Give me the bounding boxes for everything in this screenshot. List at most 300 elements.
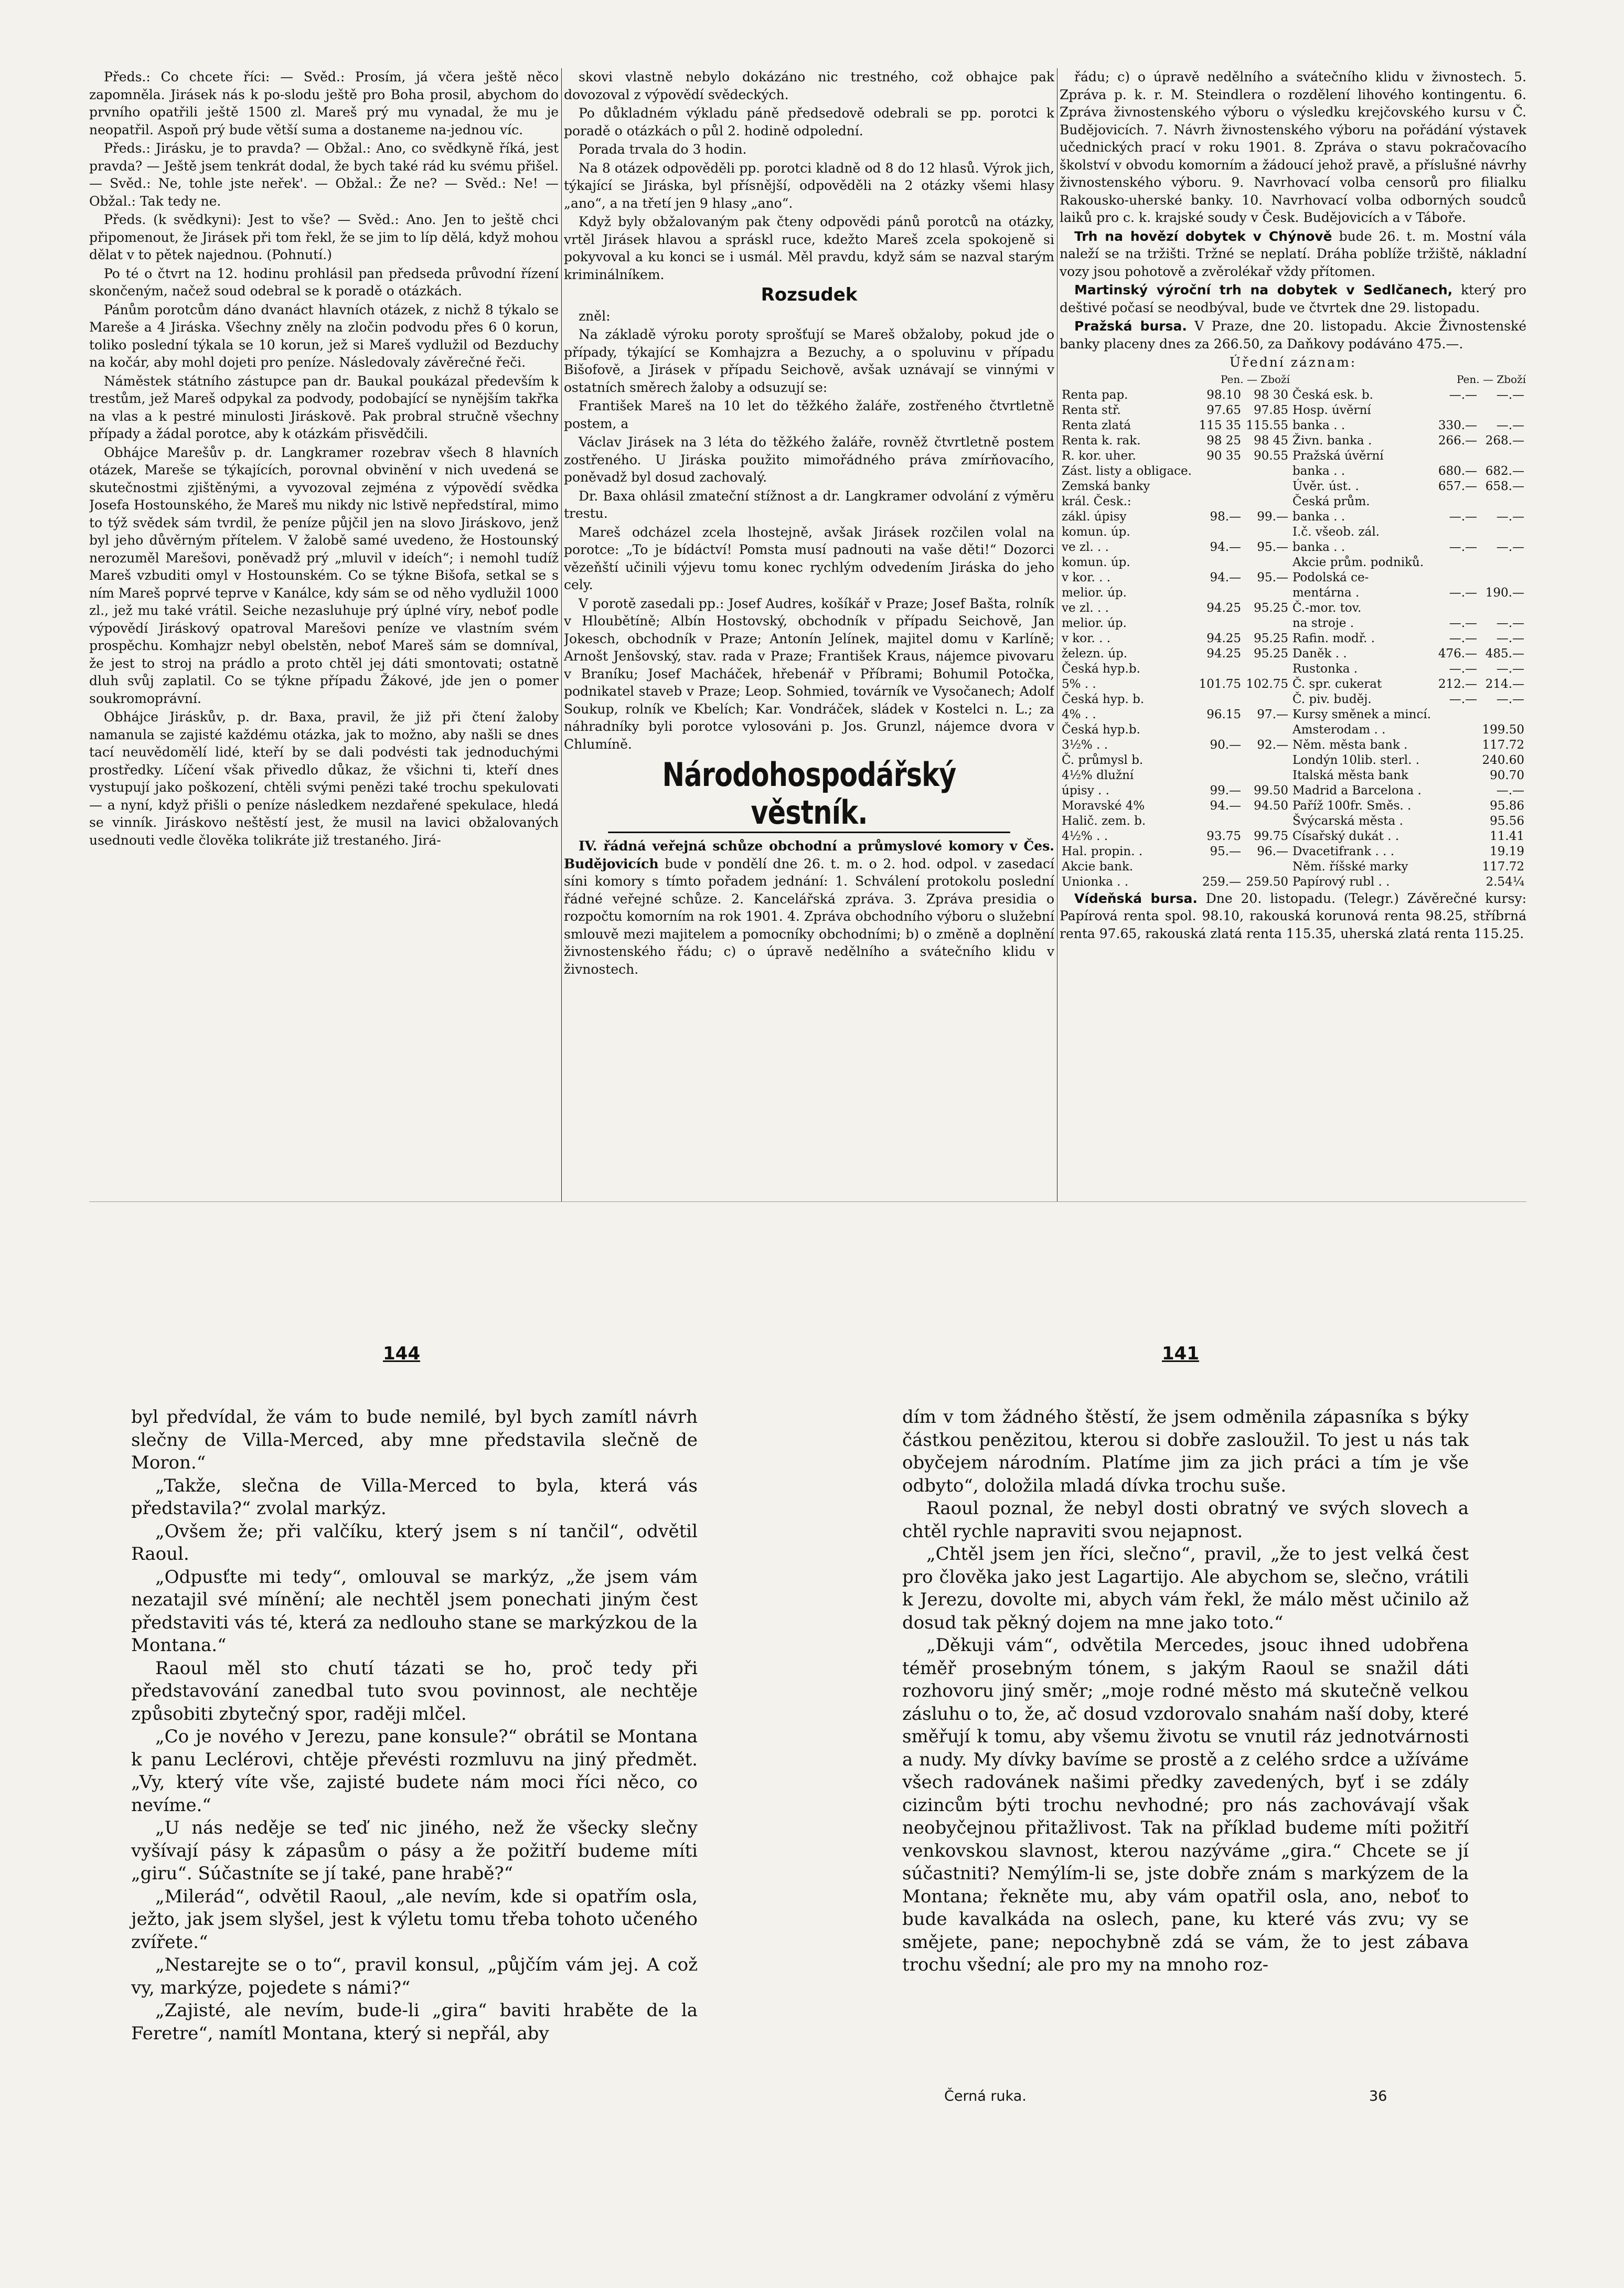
quotes-cell: 90.55 bbox=[1254, 449, 1288, 463]
quotes-cell: banka . . bbox=[1292, 464, 1345, 478]
quotes-cell: 98.— bbox=[1210, 509, 1242, 524]
quotes-cell: 102.75 bbox=[1246, 677, 1288, 691]
quotes-cell: 658.— bbox=[1485, 479, 1524, 493]
paragraph: Dr. Baxa ohlásil zmateční stížnost a dr. Langkramer odvolání z výměru trestu. bbox=[564, 488, 1054, 521]
paragraph: Mareš odcházel zcela lhostejně, avšak Jirásek rozčilen volal na porotce: „To je bídáctví! Pomsta musí padnouti na vaše děti!“ Dozorci vězeňští učinili výjevu tomu konec rychlým odvedením Jiráska do jeho cely. bbox=[564, 524, 1054, 592]
quotes-cell bbox=[1435, 570, 1479, 586]
quotes-cell bbox=[1435, 601, 1479, 616]
quotes-cell: 93.75 bbox=[1206, 829, 1242, 843]
quotes-cell: 97.65 bbox=[1206, 403, 1242, 417]
quotes-cell: 97.85 bbox=[1254, 403, 1288, 417]
quotes-cell bbox=[1479, 601, 1526, 616]
page-number-left: 144 bbox=[383, 1343, 420, 1364]
quotes-cell bbox=[1479, 494, 1526, 509]
quotes-row bbox=[1060, 859, 1526, 875]
quotes-cell: 5% . . bbox=[1062, 677, 1096, 691]
quotes-cell bbox=[1479, 555, 1526, 570]
quotes-cell: —.— bbox=[1449, 692, 1478, 706]
quotes-cell: Podolská ce- bbox=[1292, 570, 1369, 584]
quotes-cell: 115 35 bbox=[1199, 418, 1242, 432]
quotes-cell: 4% . . bbox=[1062, 707, 1096, 721]
quotes-cell: 4½% dlužní bbox=[1062, 768, 1134, 782]
quotes-cell: 117.72 bbox=[1482, 738, 1524, 752]
quotes-row bbox=[1060, 433, 1526, 449]
quotes-cell: 19.19 bbox=[1490, 844, 1524, 858]
paragraph: Obhájce Marešův p. dr. Langkramer rozebrav všech 8 hlavních otázek, Mareše se týkajících, porovnal obvinění v nich uvedená se skutečnostmi zjištěnými, a vyvozoval zejména z výpovědí svědka Josefa Hostounského, že Mareš mu nikdy nic lstivě nepředstíral, mimo to týž svědek sám tvrdil, že peníze půjčil jen na slovo Jiráskovo, jenž byl jeho důvěrným přítelem. V žalobě samé uvedeno, že Hostounský nerozuměl Marešovi, poněvadž prý „mluvil v ideích“; i nemohl tudíž Mareš vzbuditi omyl v Hostounském. Co se týkne Bišofa, setkal se s ním Mareš poprvé teprve v Kanálce, kdy sám se od něho vydlužil 1000 zl., jež mu také vrátil. Seiche nezasluhuje prý úplné víry, neboť podle výpovědí Jiráskový opatroval Marešovi peníze ve vlastním svém prospěchu. Komhajzr nebyl obelstěn, neboť Mareš sám se domníval, že jest to stroj na prádlo a proto chtěl jej dáti smontovati; ostatně dluh svůj zaplatil. Co se týkne případu Žákové, jde jen o pomer soukromoprávní. bbox=[89, 444, 559, 706]
quotes-cell: 657.— bbox=[1438, 479, 1478, 493]
paragraph: „Odpusťte mi tedy“, omlouval se markýz, „že jsem vám nezatajil své mínění; ale nechtěl jsem ponechati jiným čest představiti vás té, která za nedlouho stane se markýzkou de la Montana.“ bbox=[131, 1566, 698, 1656]
quotes-cell bbox=[1243, 464, 1290, 479]
column-markets bbox=[1060, 68, 1526, 1249]
quotes-cell: —.— bbox=[1449, 540, 1478, 554]
quotes-cell: —.— bbox=[1496, 616, 1524, 630]
quotes-table bbox=[1060, 371, 1526, 890]
quotes-cell: Unionka . . bbox=[1062, 875, 1129, 889]
quotes-cell bbox=[1243, 692, 1290, 707]
quotes-cell bbox=[1243, 859, 1290, 875]
quotes-cell: Rustonka . bbox=[1292, 662, 1358, 676]
quotes-cell: Švýcarská města . bbox=[1292, 814, 1403, 828]
quotes-cell bbox=[1479, 707, 1526, 722]
quotes-cell: 214.— bbox=[1485, 677, 1524, 691]
quotes-cell: Hal. propin. . bbox=[1062, 844, 1143, 858]
quotes-cell bbox=[1435, 494, 1479, 509]
upper-newspaper-section bbox=[89, 68, 1526, 1249]
paragraph: dím v tom žádného štěstí, že jsem odměnila zápasníka s býky částkou penězitou, kterou si dobře zasloužil. To jest u nás tak obyčejem národním. Platíme jim za jich práci a tím je vše odbyto“, doložila mladá dívka trochu suše. bbox=[902, 1407, 1469, 1496]
paragraph: Raoul poznal, že nebyl dosti obratný ve svých slovech a chtěl rychle napraviti svou nejapnost. bbox=[902, 1498, 1469, 1542]
quotes-cell: 98.10 bbox=[1206, 388, 1242, 402]
paragraph: „Co je nového v Jerezu, pane konsule?“ obrátil se Montana k panu Leclérovi, chtěje převésti rozmluvu na jiný předmět. „Vy, který víte vše, zajisté budete nám moci říci něco, co nevíme.“ bbox=[131, 1726, 698, 1816]
quotes-cell: 94.— bbox=[1210, 799, 1242, 813]
quotes-row bbox=[1060, 525, 1526, 540]
quotes-cell: v kor. . . bbox=[1062, 631, 1111, 645]
quotes-row bbox=[1060, 418, 1526, 433]
quotes-cell: 485.— bbox=[1485, 646, 1524, 661]
quotes-cell: 97.— bbox=[1257, 707, 1288, 721]
quotes-row bbox=[1060, 738, 1526, 753]
quotes-cell: —.— bbox=[1449, 616, 1478, 630]
paragraph: Raoul měl sto chutí tázati se ho, proč tedy při představování zanedbal tuto svou povinnost, ale nechtěje způsobiti zbytečný spor, raději mlčel. bbox=[131, 1657, 698, 1725]
quotes-cell: 94.25 bbox=[1206, 601, 1242, 615]
quotes-cell: 98 30 bbox=[1254, 388, 1288, 402]
quotes-cell: 99.— bbox=[1257, 509, 1288, 524]
quotes-cell bbox=[1243, 753, 1290, 768]
quotes-cell: Č. piv. buděj. bbox=[1292, 692, 1372, 706]
paragraph: „Ovšem že; při valčíku, který jsem s ní tančil“, odvětil Raoul. bbox=[131, 1520, 698, 1565]
quotes-cell: Italská města bank bbox=[1292, 768, 1408, 782]
quotes-cell: 90.— bbox=[1210, 738, 1242, 752]
paragraph: Na základě výroku poroty sprošťují se Mareš obžaloby, pokud jde o případy, týkající se Komhajzra a Bezuchy, a o spoluvinu v případu Bišofově, a Jirásek v případu Seichově, avšak uznávají se vinnými v ostatních směrech žaloby a odsuzují se: bbox=[564, 327, 1054, 395]
quotes-row bbox=[1060, 601, 1526, 616]
quotes-cell: v kor. . . bbox=[1062, 570, 1111, 584]
quotes-cell: 90.70 bbox=[1490, 768, 1524, 782]
quotes-cell: 98 45 bbox=[1254, 433, 1288, 448]
paragraph: řádu; c) o úpravě nedělního a svátečního klidu v živnostech. 5. Zpráva p. k. r. M. Steindlera o rozdělení lihového kontingentu. 6. Zpráva živnostenského výboru o výsledku krejčovského kursu v Č. Budějovicích. 7. Návrh živnostenského výboru na pořádání výstavek učednických prací v roku 1901. 8. Zpráva o stavu pokračovacího školství v obvodu komorním a žádoucí jehož pravě, a příslušné návrhy živnostenského výboru. 9. Navrhovací volba censorů pro filialku Rakousko-uherské banky. 10. Navrhovací volba odborných soudců laiků pro c. k. krajské soudy v Česk. Budějovicích a v Táboře. bbox=[1060, 69, 1526, 225]
quotes-row bbox=[1060, 570, 1526, 586]
quotes-header-row bbox=[1060, 371, 1526, 388]
quotes-row bbox=[1060, 631, 1526, 646]
quotes-cell: Dvacetifrank . . . bbox=[1292, 844, 1395, 858]
quotes-cell bbox=[1196, 662, 1243, 677]
footer-sheet-number: 36 bbox=[1369, 2088, 1387, 2104]
column-rule bbox=[561, 68, 562, 1201]
quotes-cell bbox=[1435, 449, 1479, 464]
chamber-text: bude v pondělí dne 26. t. m. o 2. hod. odpol. v zasedací síni komory s tímto pořadem jednání: 1. Schválení protokolu poslední řádné veřejné schůze. 2. Kancelářská zpráva. 3. Zpráva presidia o rozpočtu komorním na rok 1901. 4. Zpráva obchodního výboru o služební smlouvě mezi majitelem a pomocníky obchodními; b) o změně a doplnění živnostenského řádu; c) o úpravě nedělního a svátečního klidu v živnostech. bbox=[564, 856, 1054, 977]
paragraph bbox=[1060, 228, 1526, 281]
paragraph bbox=[1060, 281, 1526, 316]
quotes-cell bbox=[1243, 494, 1290, 509]
quotes-cell: ve zl. . . bbox=[1062, 540, 1109, 554]
prague-bourse-text: V Praze, dne 20. listopadu. Akcie Živnostenské banky placeny dnes za 266.50, za Daňkovy podáváno 475.—. bbox=[1060, 318, 1526, 352]
quotes-cell bbox=[1435, 768, 1479, 783]
quotes-cell bbox=[1196, 722, 1243, 738]
verdict-heading: Rozsudek bbox=[761, 284, 858, 305]
paragraph bbox=[1060, 890, 1526, 943]
quotes-cell: Česká hyp. b. bbox=[1062, 692, 1145, 706]
quotes-cell: Č.-mor. tov. bbox=[1292, 601, 1362, 615]
quotes-cell bbox=[1435, 783, 1479, 799]
quotes-cell: 94.25 bbox=[1206, 646, 1242, 661]
quotes-row bbox=[1060, 829, 1526, 844]
quotes-row bbox=[1060, 814, 1526, 829]
quotes-cell: Úvěr. úst. . bbox=[1292, 479, 1359, 493]
paragraph: Předs.: Jirásku, je to pravda? — Obžal.: Ano, co svědkyně říká, jest pravda? — Ještě jsem tenkrát dodal, že bych také rád ku svému přišel. — Svěd.: Ne, tohle jste neřek'. — Obžal.: Že ne? — Svěd.: Ne! — Obžal.: Tak tedy ne. bbox=[89, 141, 559, 209]
paragraph bbox=[564, 837, 1054, 978]
quotes-cell: —.— bbox=[1496, 631, 1524, 645]
quotes-row bbox=[1060, 768, 1526, 783]
paragraph: Předs. (k svědkyni): Jest to vše? — Svěd.: Ano. Jen to ještě chci připomenout, že Jirásek při tom řekl, že se jim to líp dělá, když mohou dělat v to pětek najednou. (Pohnutí.) bbox=[89, 212, 559, 262]
quotes-cell: Londýn 10lib. sterl. . bbox=[1292, 753, 1420, 767]
quotes-cell: 2.54¼ bbox=[1486, 875, 1524, 889]
quotes-cell bbox=[1196, 692, 1243, 707]
vienna-bourse-heading: Vídeňská bursa. bbox=[1074, 890, 1198, 906]
paragraph: „Děkuji vám“, odvětila Mercedes, jsouc ihned udobřena téměř prosebným tónem, s jakým Raoul se snažil dáti rozhovoru jiný směr; „moje rodné město má skutečně velkou zásluhu o to, že, ač dosud vzdorovalo snahám naší doby, které směřují k tomu, aby všemu životu se vnutil ráz jednotvárnosti a nudy. My dívky bavíme se prostě a z celého srdce a užíváme všech radovánek našimi předky zavedených, byť i se zdály cizincům býti trochu nevhodné; pro nás zachovávají však neobyčejnou přitažlivost. Tak na příklad budeme míti požitří venkovskou slavnost, kterou nazýváme „gira.“ Chcete se jí súčastniti? Nemýlím-li se, jste dobře znám s markýzem de la Montana; řekněte mu, aby vám opatřil osla, ano, neboť to bude kavalkáda na oslech, pane, ku které vás zvu; vy se smějete, pane; nepochybně zdá se vám, že to jest zábava trochu všední; ale pro my na mnoho roz- bbox=[902, 1635, 1469, 1975]
quotes-cell: 96.15 bbox=[1206, 707, 1242, 721]
paragraph: „Nestarejte se o to“, pravil konsul, „půjčím vám jej. A což vy, markýze, pojedete s námi?“ bbox=[131, 1954, 698, 1998]
quotes-row bbox=[1060, 875, 1526, 890]
quotes-cell: Živn. banka . bbox=[1292, 433, 1372, 448]
quotes-cell bbox=[1435, 525, 1479, 540]
quotes-cell: 94.— bbox=[1210, 540, 1242, 554]
quotes-cell: —.— bbox=[1449, 662, 1478, 676]
quotes-cell bbox=[1479, 403, 1526, 418]
quotes-cell: 212.— bbox=[1438, 677, 1478, 691]
paragraph: Když byly obžalovaným pak čteny odpovědi pánů porotců na otázky, vrtěl Jirásek hlavou a spráskl ruce, kdežto Mareš zcela spokojeně si pokyvoval a ku konci se i usmál. Měl pravdu, když sám se nazval starým kriminálníkem. bbox=[564, 214, 1054, 282]
quotes-cell: Renta k. rak. bbox=[1062, 433, 1141, 448]
martin-market-heading: Martinský výroční trh na dobytek v Sedlčanech, bbox=[1074, 282, 1453, 297]
quotes-cell: Akcie bank. bbox=[1062, 859, 1134, 874]
quotes-cell bbox=[1243, 479, 1290, 494]
quotes-cell: 98 25 bbox=[1206, 433, 1242, 448]
quotes-row bbox=[1060, 540, 1526, 555]
paragraph: skovi vlastně nebylo dokázáno nic trestného, což obhajce pak dovozoval z výpovědí svědeckých. bbox=[564, 69, 1054, 102]
column-header: Pen. — Zboží bbox=[1220, 373, 1290, 386]
column-header: Pen. — Zboží bbox=[1456, 373, 1526, 386]
quotes-cell: —.— bbox=[1496, 692, 1524, 706]
quotes-cell bbox=[1435, 799, 1479, 814]
paragraph: „Milerád“, odvětil Raoul, „ale nevím, kde si opatřím osla, ježto, jak jsem slyšel, jest k výletu tomu třeba tohoto učeného zvířete.“ bbox=[131, 1886, 698, 1953]
quotes-cell: Madrid a Barcelona . bbox=[1292, 783, 1422, 797]
quotes-row bbox=[1060, 555, 1526, 570]
chamber-heading: IV. řádná veřejná schůze obchodní a průmyslové komory v Čes. Budějovicích bbox=[564, 838, 1054, 871]
quotes-cell bbox=[1435, 859, 1479, 875]
quotes-cell: Renta zlatá bbox=[1062, 418, 1131, 432]
quotes-cell: 95.— bbox=[1210, 844, 1242, 858]
quotes-cell: banka . . bbox=[1292, 418, 1345, 432]
novel-page-left bbox=[131, 1406, 698, 2045]
quotes-cell: 96.— bbox=[1257, 844, 1288, 858]
quotes-row bbox=[1060, 616, 1526, 631]
quotes-cell bbox=[1243, 525, 1290, 540]
quotes-cell bbox=[1196, 616, 1243, 631]
paragraph: Porada trvala do 3 hodin. bbox=[579, 142, 747, 157]
paragraph: V porotě zasedali pp.: Josef Audres, košíkář v Praze; Josef Bašta, rolník v Hloubětíně; Albín Hostovský, obchodník v případu Seichově, Jan Jokesch, obchodník v Praze; Antonín Jelínek, majitel domu v Karlíně; Arnošt Jenšovský, stav. rada v Praze; František Kraus, nájemce pivovaru v Braníku; Josef Macháček, hřebenář v Příbrami; Bohumil Potočka, podnikatel staveb v Praze; Leop. Sohmied, továrník ve Vysočanech; Adolf Soukup, rolník ve Kbelích; Kar. Vondráček, sládek v Kostelci n. L.; za náhradníky byli porotce vylosováni p. Jos. Grunzl, nájemce dvora v Chlumíně. bbox=[564, 595, 1054, 752]
quotes-cell: 680.— bbox=[1438, 464, 1478, 478]
quotes-cell bbox=[1479, 570, 1526, 586]
martin-market-text: který pro deštivé počasí se neodbýval, bude ve čtvrtek dne 29. listopadu. bbox=[1060, 282, 1526, 315]
footer-title: Černá ruka. bbox=[944, 2088, 1027, 2104]
quotes-cell: banka . . bbox=[1292, 540, 1345, 554]
quotes-cell: 94.25 bbox=[1206, 631, 1242, 645]
quotes-cell: Česká hyp.b. bbox=[1062, 662, 1140, 676]
quotes-cell bbox=[1243, 586, 1290, 601]
paragraph: zněl: bbox=[579, 308, 611, 324]
quotes-body bbox=[1060, 388, 1526, 890]
quotes-cell bbox=[1196, 494, 1243, 509]
quotes-cell: Císařský dukát . . bbox=[1292, 829, 1399, 843]
paragraph: Obhájce Jiráskův, p. dr. Baxa, pravil, že již při čtení žaloby namanula se zajisté každému otázka, jak to možno, aby našli se dnes tací neuvědomělí lidé, kteří by se dali podvésti tak jednoduchými prostředky. Líčení však přivedlo důkaz, že všichni ti, kteří dnes vystupují jako poškození, chtěli svými penězi také trochu spekulovati — a nyní, když přišli o peníze následkem nezdařené spekulace, hledá se vinník. Jiráskovo neštěstí jest, že musil na lavici obžalovaných usednouti vedle člověka tolikráte již trestaného. Jirá- bbox=[89, 709, 559, 848]
page-number-right: 141 bbox=[1162, 1343, 1199, 1364]
quotes-cell bbox=[1435, 814, 1479, 829]
paragraph: „Zajisté, ale nevím, bude-li „gira“ baviti hraběte de la Feretre“, namítl Montana, který si nepřál, aby bbox=[131, 2000, 698, 2044]
quotes-cell: banka . . bbox=[1292, 509, 1345, 524]
paragraph: byl předvídal, že vám to bude nemilé, byl bych zamítl návrh slečny de Villa-Merced, aby mne představila slečně de Moron.“ bbox=[131, 1407, 698, 1473]
quotes-cell bbox=[1196, 859, 1243, 875]
quotes-cell bbox=[1243, 555, 1290, 570]
cattle-market-heading: Trh na hovězí dobytek v Chýnově bbox=[1074, 228, 1332, 244]
quotes-cell bbox=[1435, 844, 1479, 859]
quotes-cell: Paříž 100fr. Směs. . bbox=[1292, 799, 1412, 813]
vienna-bourse-text: Dne 20. listopadu. (Telegr.) Závěrečné kursy: Papírová renta spol. 98.10, rakouská korunová renta 98.25, stříbrná renta 97.65, rakouská zlatá renta 115.35, uherská zlatá renta 115.25. bbox=[1060, 890, 1526, 941]
quotes-cell: Něm. říšské marky bbox=[1292, 859, 1408, 874]
quotes-cell bbox=[1196, 479, 1243, 494]
paragraph: Václav Jirásek na 3 léta do těžkého žaláře, rovněž čtvrtletně postem zostřeného. U Jiráska použito mimořádného práva zmírňovacího, poněvadž byl dosud zachovalý. bbox=[564, 434, 1054, 485]
quotes-cell bbox=[1435, 722, 1479, 738]
quotes-cell: Renta stř. bbox=[1062, 403, 1121, 417]
quotes-cell bbox=[1435, 403, 1479, 418]
quotes-row bbox=[1060, 464, 1526, 479]
paragraph: Náměstek státního zástupce pan dr. Baukal poukázal především k trestům, jež Mareš odpykal za podvody, podobající se nynějším takřka na vlas a k pestré minulosti Jiráskově. Pak probral stručně všechny případy a žádal porotce, aby k otázkám přisvědčili. bbox=[89, 373, 559, 441]
quotes-cell: Moravské 4% bbox=[1062, 799, 1145, 813]
quotes-cell: 3½% . . bbox=[1062, 738, 1108, 752]
quotes-cell: 90 35 bbox=[1206, 449, 1242, 463]
quotes-cell bbox=[1435, 738, 1479, 753]
quotes-cell bbox=[1243, 814, 1290, 829]
quotes-cell: Kursy směnek a mincí. bbox=[1292, 707, 1431, 721]
quotes-cell bbox=[1435, 753, 1479, 768]
quotes-row bbox=[1060, 388, 1526, 403]
quotes-cell: 92.— bbox=[1257, 738, 1288, 752]
quotes-cell bbox=[1196, 814, 1243, 829]
quotes-cell: Česká hyp.b. bbox=[1062, 722, 1140, 737]
quotes-cell: —.— bbox=[1496, 783, 1524, 797]
quotes-cell: Česká prům. bbox=[1292, 494, 1370, 508]
quotes-cell: 117.72 bbox=[1482, 859, 1524, 874]
prague-bourse-heading: Pražská bursa. bbox=[1074, 318, 1187, 334]
quotes-cell: Daněk . . bbox=[1292, 646, 1347, 661]
quotes-cell bbox=[1196, 464, 1243, 479]
quotes-cell: Zást. listy a obligace. bbox=[1062, 464, 1192, 478]
quotes-row bbox=[1060, 662, 1526, 677]
quotes-cell: 268.— bbox=[1485, 433, 1524, 448]
quotes-row bbox=[1060, 677, 1526, 692]
quotes-row bbox=[1060, 479, 1526, 494]
quotes-cell: 95.25 bbox=[1254, 601, 1288, 615]
official-quotes-label: Úřední záznam: bbox=[1229, 355, 1357, 370]
quotes-cell: na stroje . bbox=[1292, 616, 1354, 630]
quotes-row bbox=[1060, 722, 1526, 738]
quotes-cell: 259.50 bbox=[1246, 875, 1288, 889]
quotes-cell: král. Česk.: bbox=[1062, 494, 1131, 508]
quotes-cell bbox=[1243, 768, 1290, 783]
quotes-cell: komun. úp. bbox=[1062, 555, 1130, 569]
quotes-cell: —.— bbox=[1496, 509, 1524, 524]
economic-section-title: Národohospodářský věstník. bbox=[608, 756, 1010, 833]
quotes-cell: —.— bbox=[1496, 540, 1524, 554]
quotes-row bbox=[1060, 707, 1526, 722]
quotes-cell: zákl. úpisy bbox=[1062, 509, 1127, 524]
quotes-row bbox=[1060, 783, 1526, 799]
quotes-cell: Akcie prům. podniků. bbox=[1292, 555, 1424, 569]
quotes-row bbox=[1060, 494, 1526, 509]
quotes-cell: Renta pap. bbox=[1062, 388, 1128, 402]
column-verdict-and-economy bbox=[564, 68, 1054, 1249]
quotes-cell: 476.— bbox=[1438, 646, 1478, 661]
quotes-cell: —.— bbox=[1449, 509, 1478, 524]
quotes-cell bbox=[1196, 525, 1243, 540]
quotes-cell: Rafin. modř. . bbox=[1292, 631, 1375, 645]
paragraph: „Takže, slečna de Villa-Merced to byla, která vás představila?“ zvolal markýz. bbox=[131, 1475, 698, 1519]
quotes-cell: 266.— bbox=[1438, 433, 1478, 448]
quotes-cell: Česká esk. b. bbox=[1292, 388, 1373, 402]
quotes-cell: 94.— bbox=[1210, 570, 1242, 584]
quotes-cell bbox=[1243, 722, 1290, 738]
quotes-cell bbox=[1196, 555, 1243, 570]
novel-page-right bbox=[902, 1406, 1469, 1977]
quotes-cell bbox=[1435, 707, 1479, 722]
column-court-report bbox=[89, 68, 559, 1249]
quotes-cell bbox=[1243, 662, 1290, 677]
quotes-row bbox=[1060, 509, 1526, 525]
quotes-cell: 99.— bbox=[1210, 783, 1242, 797]
quotes-cell bbox=[1196, 753, 1243, 768]
paragraph: Po důkladném výkladu páně předsedově odebrali se pp. porotci k poradě o otázkách o půl 2. hodině odpolední. bbox=[564, 105, 1054, 139]
quotes-cell: I.č. všeob. zál. bbox=[1292, 525, 1380, 539]
quotes-cell: 682.— bbox=[1485, 464, 1524, 478]
quotes-row bbox=[1060, 449, 1526, 464]
quotes-cell bbox=[1479, 525, 1526, 540]
quotes-row bbox=[1060, 844, 1526, 859]
quotes-cell: 99.75 bbox=[1254, 829, 1288, 843]
paragraph: Předs.: Co chcete říci: — Svěd.: Prosím, já včera ještě něco zapomněla. Jirásek nás k po-slodu ještě pro Boha prosil, abychom do prvního opatřili ještě 1500 zl. Mareš prý mu vynadal, že mu je neopatřil. Aspoň prý bude větší suma a dostaneme na-jednou víc. bbox=[89, 69, 559, 137]
quotes-cell: Amsterodam . . bbox=[1292, 722, 1386, 737]
quotes-row bbox=[1060, 646, 1526, 662]
paragraph: Pánům porotcům dáno dvanáct hlavních otázek, z nichž 8 týkalo se Mareše a 4 Jiráska. Všechny zněly na zločin podvodu přes 6 0 korun, toliko poslední týkala se 10 korun, jež si Mareš vydlužil od Bezduchy na kočár, aby mohl dojeti pro peníze. Následovaly závěrečné řeči. bbox=[89, 302, 559, 370]
quotes-cell: 95.25 bbox=[1254, 646, 1288, 661]
quotes-row bbox=[1060, 799, 1526, 814]
quotes-cell: Pražská úvěrní bbox=[1292, 449, 1384, 463]
paragraph: „Chtěl jsem jen říci, slečno“, pravil, „že to jest velká čest pro člověka jako jest Lagartijo. Ale abychom se, slečno, vrátili k Jerezu, dovolte mi, abych vám řekl, že málo měst učinilo až dosud tak pěkný dojem na mne jako toto.“ bbox=[902, 1544, 1469, 1633]
paragraph: Na 8 otázek odpověděli pp. porotci kladně od 8 do 12 hlasů. Výrok jich, týkající se Jiráska, byl přísnější, odpověděli na 2 otázky všemi hlasy „ano“, a na třetí jen 9 hlasy „ano“. bbox=[564, 160, 1054, 211]
cattle-market-text: bude 26. t. m. Mostní vála naleží se na tržišti. Tržné se neplatí. Dráha poblíže tržiště, nákladní vozy jsou pohotově a zvěrolékař vždy přítomen. bbox=[1060, 228, 1526, 279]
paragraph bbox=[1060, 317, 1526, 353]
quotes-cell: 190.— bbox=[1485, 586, 1524, 600]
quotes-cell: 95.— bbox=[1257, 570, 1288, 584]
quotes-cell bbox=[1479, 449, 1526, 464]
quotes-cell: Papírový rubl . . bbox=[1292, 875, 1390, 889]
quotes-cell: —.— bbox=[1496, 418, 1524, 432]
quotes-cell: Č. spr. cukerat bbox=[1292, 677, 1382, 691]
quotes-cell: Hosp. úvěrní bbox=[1292, 403, 1371, 417]
quotes-cell: 330.— bbox=[1438, 418, 1478, 432]
quotes-cell: —.— bbox=[1449, 388, 1478, 402]
quotes-cell: Č. průmysl b. bbox=[1062, 753, 1144, 767]
quotes-cell: 95.56 bbox=[1490, 814, 1524, 828]
quotes-cell: 95.86 bbox=[1490, 799, 1524, 813]
quotes-cell: 94.50 bbox=[1254, 799, 1288, 813]
quotes-cell: Halič. zem. b. bbox=[1062, 814, 1146, 828]
quotes-cell: železn. úp. bbox=[1062, 646, 1128, 661]
quotes-cell bbox=[1435, 555, 1479, 570]
quotes-cell: komun. úp. bbox=[1062, 525, 1130, 539]
quotes-cell: 199.50 bbox=[1482, 722, 1524, 737]
quotes-cell bbox=[1435, 829, 1479, 844]
quotes-cell: 259.— bbox=[1202, 875, 1242, 889]
quotes-row bbox=[1060, 753, 1526, 768]
quotes-cell bbox=[1196, 586, 1243, 601]
quotes-cell: mentárna . bbox=[1292, 586, 1360, 600]
quotes-row bbox=[1060, 586, 1526, 601]
quotes-cell: 101.75 bbox=[1199, 677, 1242, 691]
quotes-cell: —.— bbox=[1449, 586, 1478, 600]
section-divider bbox=[89, 1201, 1526, 1202]
quotes-cell: 115.55 bbox=[1246, 418, 1288, 432]
quotes-row bbox=[1060, 692, 1526, 707]
quotes-cell: —.— bbox=[1496, 662, 1524, 676]
quotes-cell: 4½% . . bbox=[1062, 829, 1108, 843]
quotes-cell: ve zl. . . bbox=[1062, 601, 1109, 615]
quotes-cell: —.— bbox=[1496, 388, 1524, 402]
quotes-cell: Něm. města bank . bbox=[1292, 738, 1408, 752]
quotes-cell: úpisy . . bbox=[1062, 783, 1109, 797]
quotes-cell bbox=[1243, 616, 1290, 631]
quotes-cell: 240.60 bbox=[1482, 753, 1524, 767]
quotes-cell: Zemská banky bbox=[1062, 479, 1150, 493]
quotes-cell bbox=[1435, 875, 1479, 890]
paragraph: „U nás neděje se teď nic jiného, než že všecky slečny vyšívají pásy k zápasům o pásy a že požitří budeme míti „giru“. Súčastníte se jí také, pane hrabě?“ bbox=[131, 1817, 698, 1884]
paragraph: Po té o čtvrt na 12. hodinu prohlásil pan předseda průvodní řízení skončeným, načež soud odebral se k poradě o otázkách. bbox=[89, 265, 559, 299]
quotes-cell: melior. úp. bbox=[1062, 586, 1127, 600]
quotes-cell: 99.50 bbox=[1254, 783, 1288, 797]
quotes-cell bbox=[1196, 768, 1243, 783]
quotes-cell: melior. úp. bbox=[1062, 616, 1127, 630]
quotes-cell: R. kor. uher. bbox=[1062, 449, 1136, 463]
quotes-cell: 95.25 bbox=[1254, 631, 1288, 645]
quotes-cell: 11.41 bbox=[1490, 829, 1524, 843]
quotes-cell: —.— bbox=[1449, 631, 1478, 645]
quotes-cell: 95.— bbox=[1257, 540, 1288, 554]
paragraph: František Mareš na 10 let do těžkého žaláře, zostřeného čtvrtletně postem, a bbox=[564, 398, 1054, 431]
